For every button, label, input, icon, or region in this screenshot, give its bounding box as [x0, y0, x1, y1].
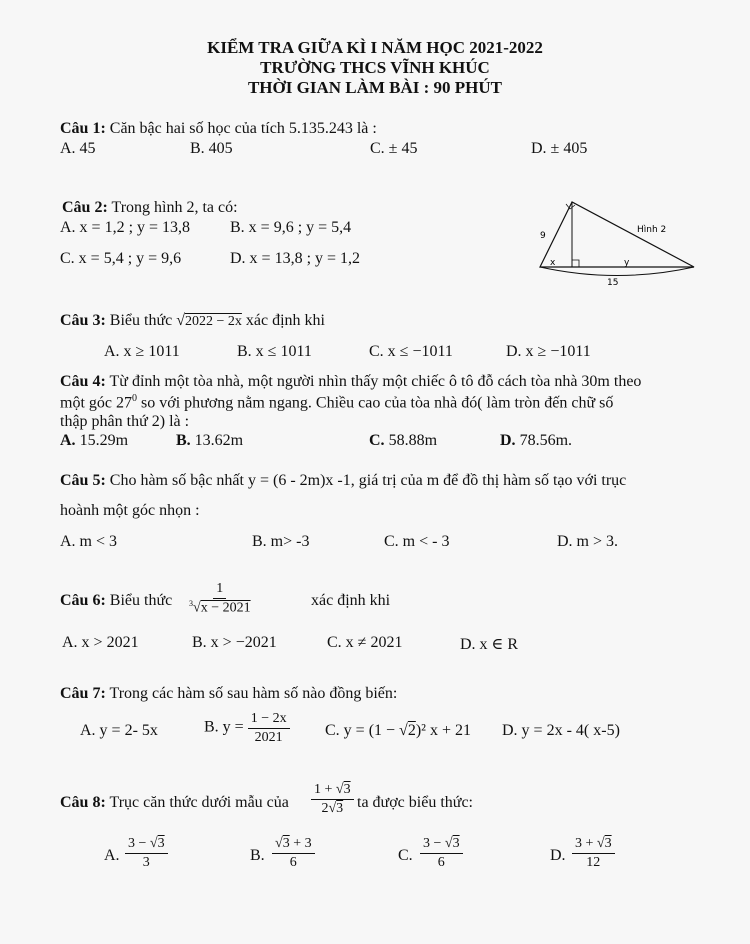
q6-fraction-numerator: 1 — [213, 580, 226, 599]
question-5-line-1 — [60, 472, 626, 490]
q4-option-a-text: 15.29m — [75, 432, 129, 449]
figure-x-label: x — [550, 258, 556, 268]
question-7 — [60, 685, 397, 703]
question-4-text-2a: một góc 27 — [60, 394, 132, 412]
q6-option-c: C. x ≠ 2021 — [327, 634, 403, 651]
q3-option-c: C. x ≤ −1011 — [369, 343, 453, 360]
question-6-label: Câu 6: — [60, 592, 106, 609]
q7-option-d: D. y = 2x - 4( x-5) — [502, 722, 620, 739]
q8-numerator-radicand: 3 — [343, 782, 351, 797]
q8-denominator-radicand: 3 — [336, 800, 344, 816]
question-8-label: Câu 8: — [60, 794, 106, 811]
question-5-line-2: hoành một góc nhọn : — [60, 502, 200, 519]
time-limit: THỜI GIAN LÀM BÀI : 90 PHÚT — [247, 78, 503, 97]
q1-option-b: B. 405 — [190, 140, 233, 157]
q8-d-denominator: 12 — [586, 854, 601, 870]
degree-superscript: 0 — [132, 393, 137, 404]
q7-option-c: C. y = (1 − √2)² x + 21 — [325, 722, 471, 739]
q5-option-c: C. m < - 3 — [384, 533, 450, 550]
q8-option-d-key: D. — [550, 847, 566, 864]
q6-option-b: B. x > −2021 — [192, 634, 277, 651]
q8-d-numerator-a: 3 + — [575, 836, 597, 851]
q4-option-a-key: A. — [60, 432, 76, 449]
figure-base-label: 15 — [607, 278, 619, 286]
q7-option-b-numerator: 1 − 2x — [248, 710, 290, 729]
q8-a-denominator: 3 — [142, 854, 150, 870]
question-1 — [60, 120, 377, 138]
question-3-label: Câu 3: — [60, 312, 106, 329]
q8-c-numerator: 3 − √3 — [420, 835, 463, 854]
question-1-text: Căn bậc hai số học của tích 5.135.243 là : — [105, 120, 377, 137]
q8-c-numerator-a: 3 − — [423, 836, 445, 851]
q6-fraction — [186, 580, 254, 617]
question-7-text: Trong các hàm số sau hàm số nào đồng biến: — [105, 685, 398, 702]
q6-option-a: A. x > 2021 — [62, 634, 139, 651]
q8-d-numerator-radicand: 3 — [604, 836, 612, 851]
q2-option-a: A. x = 1,2 ; y = 13,8 — [60, 219, 191, 236]
question-3 — [60, 312, 325, 330]
q3-option-a: A. x ≥ 1011 — [104, 343, 180, 360]
cube-root-radicand: x − 2021 — [200, 600, 251, 616]
q8-numerator: 1 + √3 — [311, 781, 354, 800]
question-8-post: ta được biểu thức: — [357, 794, 473, 811]
question-5-text-1: Cho hàm số bậc nhất y = (6 - 2m)x -1, giá trị của m để đồ thị hàm số tạo với trục — [105, 472, 627, 489]
q7-option-c-radicand: 2 — [407, 722, 416, 739]
question-3-pre: Biểu thức — [105, 312, 177, 329]
q6-option-d: D. x ∈ R — [460, 636, 519, 653]
q8-option-c — [420, 835, 463, 871]
q1-option-c: C. ± 45 — [370, 140, 418, 157]
q8-c-denominator: 6 — [437, 854, 445, 870]
q2-option-b: B. x = 9,6 ; y = 5,4 — [230, 219, 352, 236]
q4-option-c-key: C. — [369, 432, 385, 449]
q8-b-numerator-b: + 3 — [289, 836, 312, 851]
q8-option-b — [272, 835, 315, 871]
question-8-label-text — [60, 794, 289, 812]
q8-option-c-key: C. — [398, 847, 413, 864]
q8-option-a — [125, 835, 168, 871]
q1-option-d: D. ± 405 — [531, 140, 588, 157]
question-6-pre: Biểu thức — [105, 592, 173, 609]
q7-option-c-prefix: C. y = (1 − — [325, 722, 400, 739]
q4-option-b-text: 13.62m — [190, 432, 244, 449]
q3-option-d: D. x ≥ −1011 — [506, 343, 591, 360]
q8-b-numerator-radicand: 3 — [282, 836, 290, 851]
q7-option-b — [204, 710, 290, 746]
q4-option-c-text: 58.88m — [384, 432, 438, 449]
q8-b-denominator: 6 — [289, 854, 297, 870]
q7-option-a: A. y = 2- 5x — [80, 722, 158, 739]
q8-a-numerator-radicand: 3 — [157, 836, 165, 851]
question-3-post: xác định khi — [241, 312, 325, 329]
cube-root-index: 3 — [189, 598, 193, 608]
q4-option-b-key: B. — [176, 432, 191, 449]
q8-fraction — [311, 781, 354, 817]
q8-d-numerator: 3 + √3 — [572, 835, 615, 854]
school-name: TRƯỜNG THCS VĨNH KHÚC — [260, 58, 490, 77]
question-4-label: Câu 4: — [60, 373, 106, 390]
q5-option-a: A. m < 3 — [60, 533, 118, 550]
exam-title: KIỂM TRA GIỮA KÌ I NĂM HỌC 2021-2022 — [207, 38, 543, 57]
q8-b-numerator: √3 + 3 — [272, 835, 315, 854]
q8-a-numerator-a: 3 − — [128, 836, 150, 851]
figure-y-label: y — [624, 258, 630, 268]
question-5-label: Câu 5: — [60, 472, 106, 489]
q2-option-d: D. x = 13,8 ; y = 1,2 — [230, 250, 361, 267]
question-6-post: xác định khi — [311, 592, 391, 609]
q8-a-numerator: 3 − √3 — [125, 835, 168, 854]
q4-option-d-key: D. — [500, 432, 516, 449]
question-6-label-text — [60, 592, 172, 610]
q4-option-b — [176, 432, 243, 450]
question-4-line-2 — [60, 393, 613, 412]
question-2-label: Câu 2: — [62, 199, 108, 216]
question-4-line-3: thập phân thứ 2) là : — [60, 413, 190, 430]
q7-option-b-prefix: B. y = — [204, 718, 244, 736]
question-8-pre: Trục căn thức dưới mẫu của — [105, 794, 289, 811]
q4-option-d-text: 78.56m. — [515, 432, 573, 449]
figure-side-label: 9 — [540, 231, 546, 241]
q4-option-d — [500, 432, 572, 450]
q4-option-a — [60, 432, 128, 450]
q5-option-d: D. m > 3. — [557, 533, 619, 550]
question-4-line-1 — [60, 373, 641, 391]
q7-option-c-suffix: )² x + 21 — [415, 722, 471, 739]
sqrt-radicand: 2022 − 2x — [185, 314, 242, 329]
q8-option-a-key: A. — [104, 847, 120, 864]
q8-option-b-key: B. — [250, 847, 265, 864]
question-2 — [62, 199, 238, 217]
q7-option-b-denominator: 2021 — [254, 729, 283, 745]
question-4-text-2b: so với phương nằm ngang. Chiều cao của tòa nhà đó( làm tròn đến chữ số — [137, 394, 614, 412]
q5-option-b: B. m> -3 — [252, 533, 310, 550]
q4-option-c — [369, 432, 437, 450]
q8-option-d — [572, 835, 615, 871]
q8-c-numerator-radicand: 3 — [452, 836, 460, 851]
question-7-label: Câu 7: — [60, 685, 106, 702]
question-1-label: Câu 1: — [60, 120, 106, 137]
triangle-figure — [532, 194, 702, 286]
question-4-text-1: Từ đỉnh một tòa nhà, một người nhìn thấy một chiếc ô tô đỗ cách tòa nhà 30m theo — [105, 373, 642, 390]
q3-option-b: B. x ≤ 1011 — [237, 343, 312, 360]
q8-denominator: 2√3 — [321, 800, 344, 816]
q2-option-c: C. x = 5,4 ; y = 9,6 — [60, 250, 182, 267]
sqrt-expression: √2022 − 2x — [176, 312, 242, 329]
figure-caption: Hình 2 — [637, 225, 667, 235]
q8-numerator-a: 1 + — [314, 782, 336, 797]
q1-option-a: A. 45 — [60, 140, 96, 157]
q8-denominator-a: 2 — [321, 800, 329, 816]
q6-fraction-denominator: $^3$√x − 2021 — [189, 598, 251, 616]
question-2-text: Trong hình 2, ta có: — [107, 199, 238, 216]
